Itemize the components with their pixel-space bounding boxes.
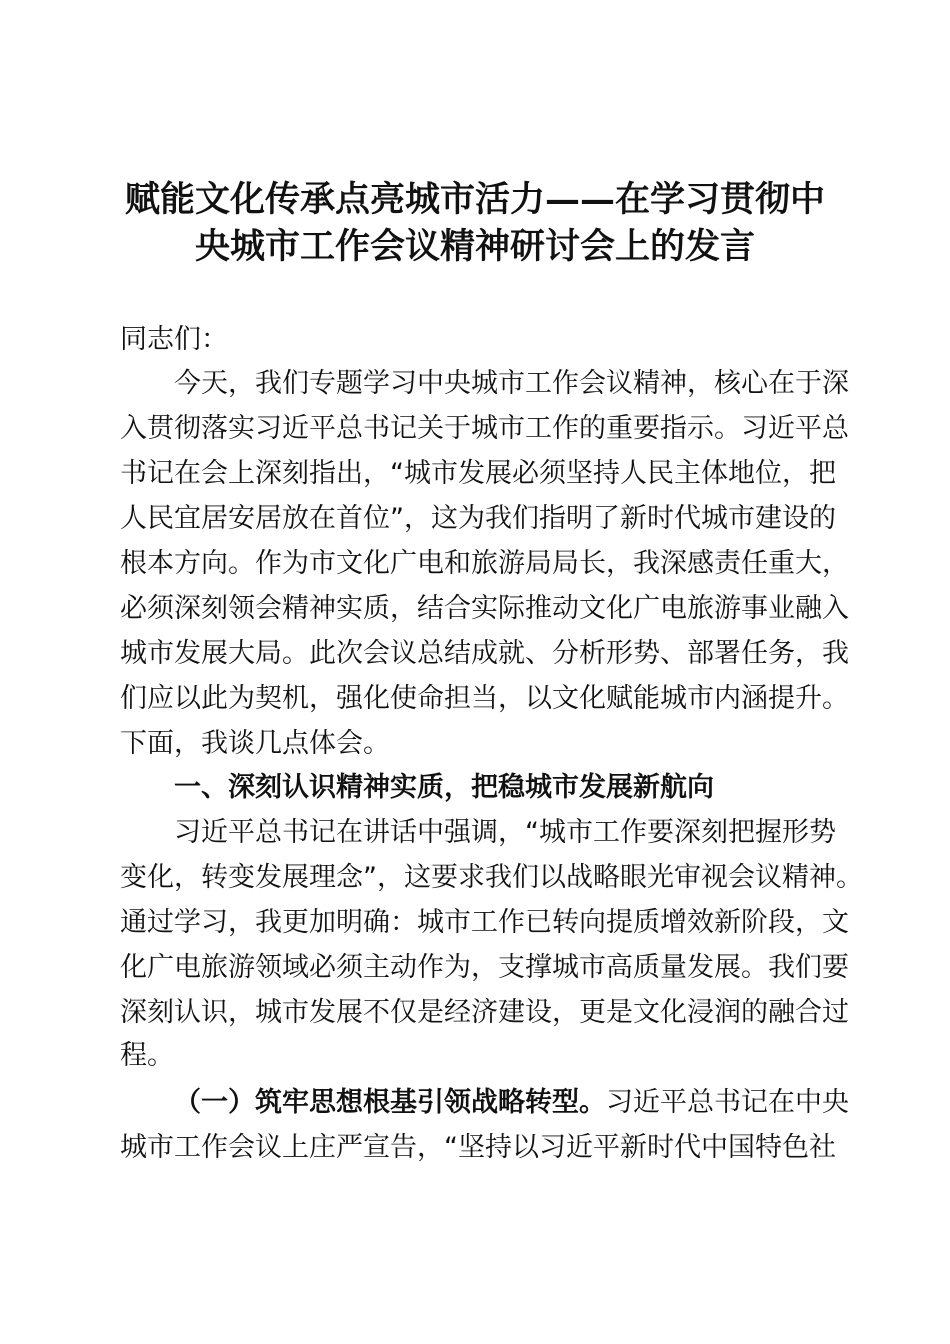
paragraph-2-line-2: 变化，转变发展理念”，这要求我们以战略眼光审视会议精神。 (120, 862, 863, 893)
paragraph-1-line-1: 今天，我们专题学习中央城市工作会议精神，核心在于深 (174, 368, 849, 399)
paragraph-2-line-1: 习近平总书记在讲话中强调，“城市工作要深刻把握形势 (174, 817, 836, 848)
paragraph-2-line-6: 程。 (120, 1040, 174, 1071)
paragraph-1-line-7: 城市发展大局。此次会议总结成就、分析形势、部署任务，我 (120, 638, 849, 669)
document-title-line-2: 央城市工作会议精神研讨会上的发言 (194, 226, 755, 267)
paragraph-2-line-3: 通过学习，我更加明确：城市工作已转向提质增效新阶段，文 (120, 907, 849, 938)
paragraph-1-line-9: 下面，我谈几点体会。 (120, 728, 390, 759)
paragraph-3-line-2: 城市工作会议上庄严宣告，“坚持以习近平新时代中国特色社 (120, 1132, 836, 1163)
paragraph-1-line-6: 必须深刻领会精神实质，结合实际推动文化广电旅游事业融入 (120, 593, 849, 624)
paragraph-1-line-8: 们应以此为契机，强化使命担当，以文化赋能城市内涵提升。 (120, 683, 849, 714)
paragraph-1-line-3: 书记在会上深刻指出，“城市发展必须坚持人民主体地位，把 (120, 458, 836, 489)
salutation: 同志们： (120, 324, 228, 355)
paragraph-3-line-1 (174, 1083, 849, 1123)
paragraph-2-line-4: 化广电旅游领域必须主动作为，支撑城市高质量发展。我们要 (120, 952, 849, 983)
paragraph-2-line-5: 深刻认识，城市发展不仅是经济建设，更是文化浸润的融合过 (120, 997, 849, 1028)
paragraph-1-line-5: 根本方向。作为市文化广电和旅游局局长，我深感责任重大， (120, 548, 849, 579)
document-title-line-1: 赋能文化传承点亮城市活力——在学习贯彻中 (124, 179, 825, 220)
paragraph-1-line-2: 入贯彻落实习近平总书记关于城市工作的重要指示。习近平总 (120, 413, 849, 444)
section-heading-1: 一、深刻认识精神实质，把稳城市发展新航向 (174, 772, 714, 803)
paragraph-1-line-4: 人民宜居安居放在首位”，这为我们指明了新时代城市建设的 (120, 503, 836, 534)
subheading-1: （一）筑牢思想根基引领战略转型。 (174, 1087, 606, 1118)
paragraph-3-line-1-text: 习近平总书记在中央 (606, 1087, 849, 1118)
